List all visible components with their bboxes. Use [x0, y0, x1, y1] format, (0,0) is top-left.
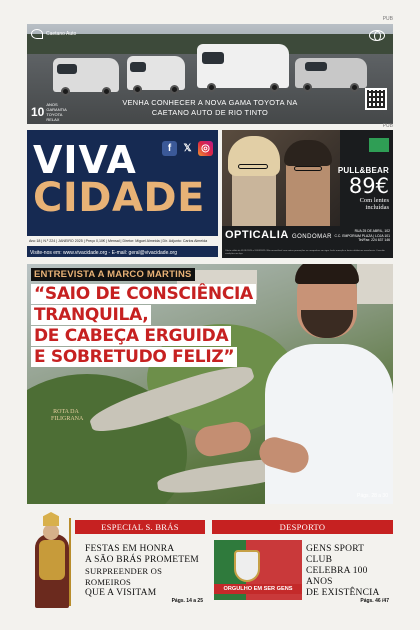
masthead [27, 130, 218, 250]
club-crest-icon [234, 550, 260, 582]
main-story-pages[interactable]: Págs. 28 a 30 [357, 493, 388, 499]
price-sub-2: incluídas [365, 204, 389, 211]
social-links [162, 141, 213, 156]
interview-label [31, 268, 195, 281]
page-label-top: PUB [382, 16, 393, 22]
headline-line: E SOBRETUDO FELIZ” [31, 347, 237, 367]
bg-building [357, 264, 393, 304]
main-headline[interactable] [31, 284, 261, 368]
desporto-headline-line: GENS SPORT CLUB [306, 544, 365, 565]
warranty-text: ANOS GARANTIA TOYOTA RELAX [46, 102, 67, 122]
sbras-headline-line: FESTAS EM HONRA [85, 544, 175, 554]
price-value: 89€ [348, 174, 389, 198]
model-man [286, 146, 330, 226]
opticalia-advertisement[interactable] [222, 130, 393, 258]
facebook-icon[interactable]: f [162, 141, 177, 156]
glasses-icon [294, 166, 322, 171]
desporto-headline-line: DE EXISTÊNCIA [306, 588, 380, 598]
page-label-optic: PUB [382, 123, 393, 129]
especial-sbras-section[interactable] [27, 514, 207, 608]
opticalia-location: GONDOMAR [291, 234, 332, 240]
interviewee-shirt [265, 344, 393, 504]
x-twitter-icon[interactable]: 𝕏 [180, 141, 195, 156]
desporto-section[interactable] [212, 514, 393, 608]
instagram-icon[interactable]: ◎ [198, 141, 213, 156]
sbras-headline-line: A SÃO BRÁS PROMETEM [85, 555, 199, 565]
headline-line: TRANQUILA, [31, 305, 151, 325]
opticalia-brand [225, 229, 332, 241]
desporto-pages[interactable]: Págs. 46 /47 [360, 598, 389, 604]
address-line-3: Tel/Fax: 224 637 146 [358, 238, 390, 242]
opticalia-name: OPTICALIA [225, 229, 289, 241]
desporto-headline [306, 544, 392, 599]
caetano-logo-text: Caetano Auto [46, 31, 77, 37]
ad-tagline-line2: CAETANO AUTO DE RIO TINTO [151, 108, 269, 117]
masthead-title-cidade: CIDADE [33, 175, 205, 221]
price-block [338, 138, 389, 211]
price-brand: PULL&BEAR [337, 166, 389, 175]
warranty-years: 10 [31, 105, 45, 119]
ad-fine-print: Oferta válida de 01/01/2025 a 31/03/2025. Não acumulável com outras promoções ou campanhas em vigor. Inclui armação e lentes oftálmicas monofocais. Consulte condições em loja. [225, 250, 385, 255]
caetano-logo [31, 29, 76, 39]
price-sub-1: Com lentes [359, 197, 389, 204]
interview-name: MARCO MARTINS [107, 269, 192, 280]
headline-line: “SAIO DE CONSCIÊNCIA [31, 284, 256, 304]
sbras-pages[interactable]: Págs. 14 a 25 [171, 598, 203, 604]
ad-models-photo [222, 130, 340, 226]
ad-corner-logo-icon [369, 138, 389, 152]
toyota-logo-icon [369, 30, 385, 41]
rota-filigrana-logo: ROTA DA FILIGRANA [51, 409, 84, 422]
contact-strip[interactable]: Visite-nos em: www.vivacidade.org - E-mail: geral@vivacidade.org [27, 248, 218, 257]
glasses-icon [238, 164, 268, 169]
ad-tagline [27, 98, 393, 118]
main-story[interactable] [27, 264, 393, 504]
masthead-title-viva: VIVA [33, 138, 137, 182]
car-proace-van [127, 56, 185, 90]
ad-tagline-line1: VENHA CONHECER A NOVA GAMA TOYOTA NA [122, 98, 298, 107]
interviewee-hair [295, 264, 359, 284]
car-proace-max [197, 44, 289, 88]
model-woman [232, 140, 276, 226]
saint-statue-image [29, 512, 73, 608]
address-line-2: C.C. EMPORIUM PLAZA | LOJA 101 [334, 233, 390, 238]
headline-line: DE CABEÇA ERGUIDA [31, 326, 231, 346]
sbras-headline-line: SURPREENDER OS ROMEIROS [85, 566, 163, 587]
flag-banner: ORGULHO EM SER GENS [214, 584, 302, 594]
gens-flag-image [214, 540, 302, 600]
sbras-headline [85, 544, 207, 599]
issue-info: Ano 18 | N.º 224 | JANEIRO 2025 | Preço 0,10€ | Mensal | Diretor: Miguel Almeida | Dir. Adjunto: Carlos Almeida [27, 236, 218, 246]
car-hilux [295, 58, 367, 88]
sbras-headline-line: QUE A VISITAM [85, 588, 157, 598]
toyota-advertisement[interactable] [27, 24, 393, 124]
car-proace-city [53, 58, 119, 92]
opticalia-address [334, 229, 390, 243]
caetano-mark-icon [31, 29, 43, 39]
section-header-sbras[interactable]: ESPECIAL S. BRÁS [75, 520, 205, 534]
address-line-1: RUA 25 DE ABRIL, 102 [354, 229, 390, 233]
section-header-desporto[interactable]: DESPORTO [212, 520, 393, 534]
qr-code-icon[interactable] [365, 88, 387, 110]
interview-prefix: ENTREVISTA A [34, 269, 105, 280]
desporto-headline-line: CELEBRA 100 ANOS [306, 566, 368, 587]
